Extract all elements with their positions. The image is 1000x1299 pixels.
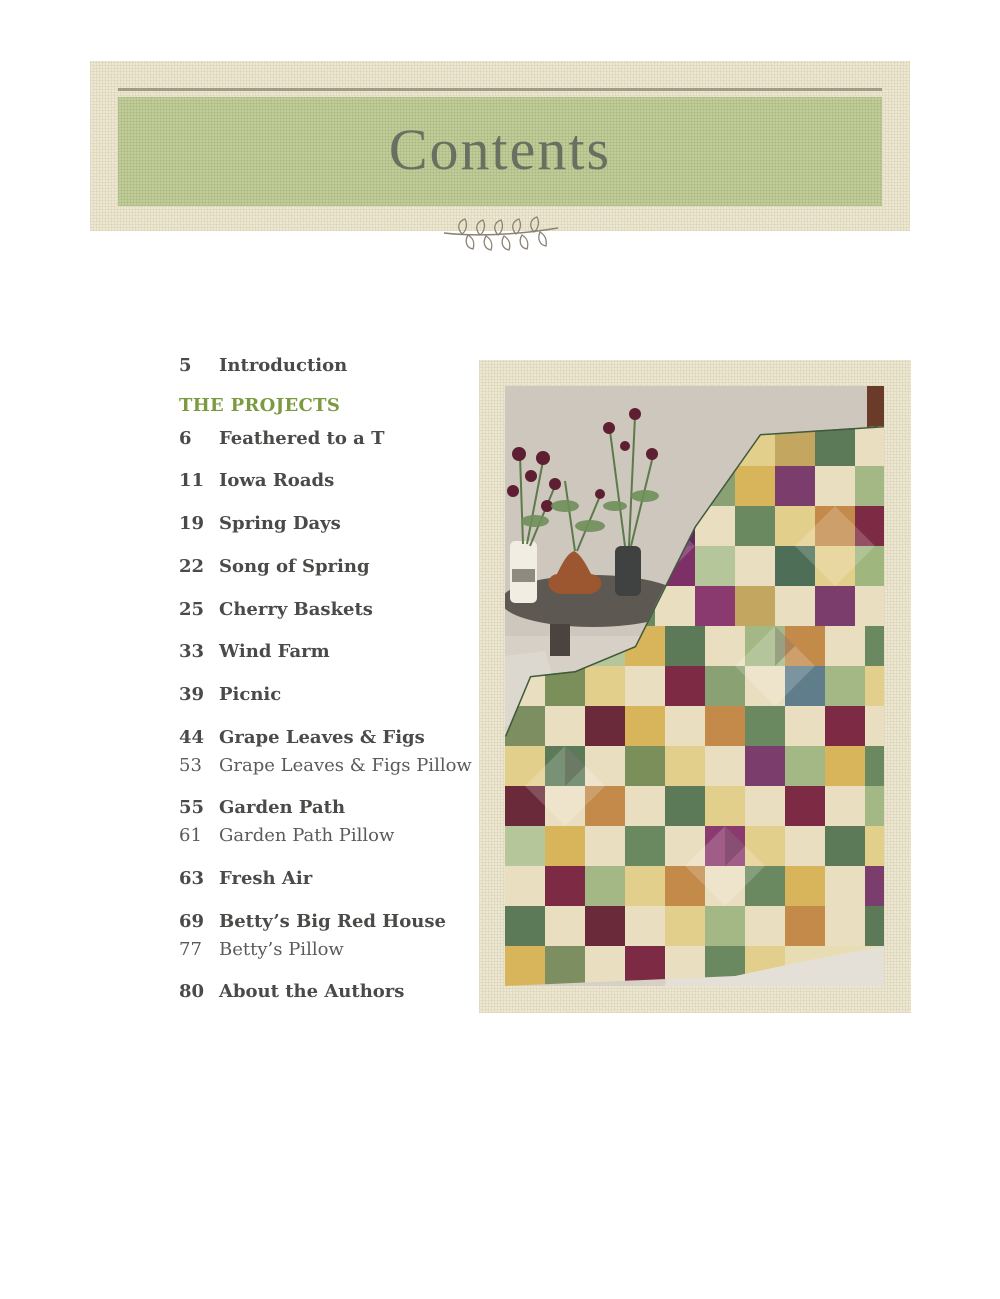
toc-entry-title: Garden Path Pillow xyxy=(219,825,395,846)
toc-entry[interactable] xyxy=(179,596,469,624)
toc-entry-title: Song of Spring xyxy=(219,556,370,577)
toc-entry[interactable] xyxy=(179,865,469,893)
toc-page-number: 5 xyxy=(179,355,192,376)
toc-entry[interactable] xyxy=(179,467,469,495)
toc-entry[interactable] xyxy=(179,681,469,709)
toc-entry-title: Introduction xyxy=(219,355,348,376)
toc-entry-title: Betty’s Pillow xyxy=(219,939,344,960)
toc-entry-title: About the Authors xyxy=(219,981,405,1002)
toc-page-number: 61 xyxy=(179,825,202,846)
toc-page-number: 63 xyxy=(179,868,205,889)
toc-page-number: 44 xyxy=(179,727,205,748)
toc-entry-title: Cherry Baskets xyxy=(219,599,373,620)
toc-page-number: 53 xyxy=(179,755,202,776)
banner-band xyxy=(118,97,882,206)
toc-entry-title: Grape Leaves & Figs xyxy=(219,727,425,748)
toc-entry-title: Iowa Roads xyxy=(219,470,335,491)
toc-page-number: 39 xyxy=(179,684,205,705)
toc-entry[interactable] xyxy=(179,724,469,752)
toc-entry[interactable] xyxy=(179,936,469,964)
toc-entry[interactable] xyxy=(179,908,469,936)
toc-entry-title: Feathered to a T xyxy=(219,428,385,449)
photo-frame xyxy=(479,360,911,1013)
section-heading: THE PROJECTS xyxy=(179,395,341,416)
toc-entry[interactable] xyxy=(179,510,469,538)
toc-page-number: 25 xyxy=(179,599,205,620)
toc-page-number: 77 xyxy=(179,939,202,960)
toc-entry[interactable] xyxy=(179,822,469,850)
toc-page-number: 11 xyxy=(179,470,205,491)
quilt-photo xyxy=(505,386,884,986)
header-banner xyxy=(90,61,910,231)
toc-entry-title: Garden Path xyxy=(219,797,346,818)
toc-page-number: 19 xyxy=(179,513,205,534)
toc-page-number: 6 xyxy=(179,428,192,449)
toc-entry-title: Spring Days xyxy=(219,513,341,534)
toc-entry[interactable] xyxy=(179,638,469,666)
toc-entry[interactable] xyxy=(179,794,469,822)
toc-page-number: 55 xyxy=(179,797,205,818)
banner-rule xyxy=(118,88,882,91)
toc-entry[interactable] xyxy=(179,352,469,380)
toc-entry-title: Fresh Air xyxy=(219,868,313,889)
toc-page-number: 80 xyxy=(179,981,205,1002)
leaf-sprig-icon xyxy=(440,209,562,251)
toc-entry-title: Picnic xyxy=(219,684,282,705)
page-title: Contents xyxy=(388,117,612,182)
toc-entry[interactable] xyxy=(179,752,472,780)
toc-entry-title: Wind Farm xyxy=(219,641,330,662)
toc-entry[interactable] xyxy=(179,978,469,1006)
toc-page-number: 69 xyxy=(179,911,205,932)
toc-entry-title: Grape Leaves & Figs Pillow xyxy=(219,755,472,776)
toc-page-number: 22 xyxy=(179,556,205,577)
toc-entry[interactable] xyxy=(179,553,469,581)
toc-page-number: 33 xyxy=(179,641,205,662)
toc-entry-title: Betty’s Big Red House xyxy=(219,911,446,932)
toc-entry[interactable] xyxy=(179,425,469,453)
